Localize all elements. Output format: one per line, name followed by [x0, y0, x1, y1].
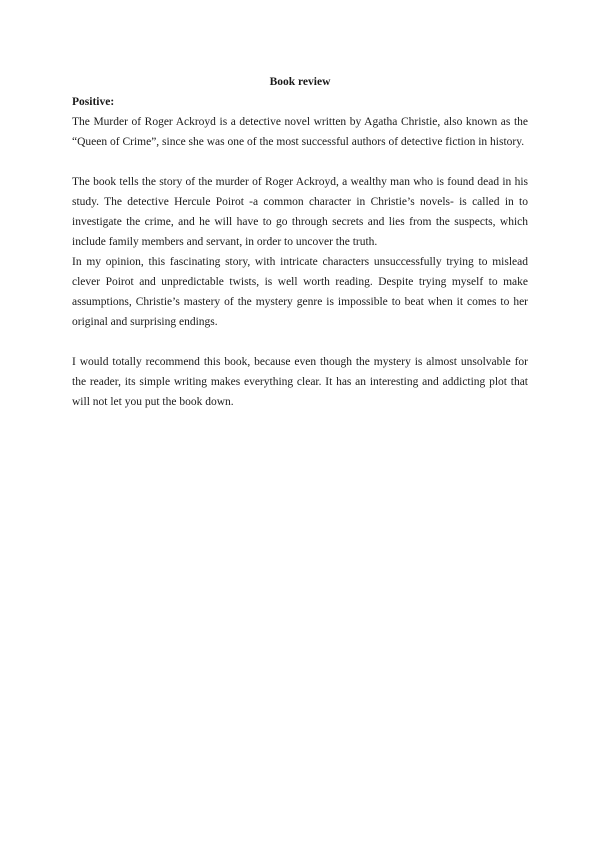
paragraph-plot: The book tells the story of the murder of Roger Ackroyd, a wealthy man who is found dead in his study. The detective Hercule Poirot -a common character in Christie’s novels- is called in to investigate the crime, and he will have to go through secrets and lies from the suspects, which include family members and servant, in order to uncover the truth.	[72, 176, 528, 248]
paragraph-gap	[72, 152, 528, 172]
paragraph-opinion: In my opinion, this fascinating story, with intricate characters unsuccessfully trying to mislead clever Poirot and unpredictable twists, is well worth reading. Despite trying myself to make assumptions, Christie’s mastery of the mystery genre is impossible to beat when it comes to her original and surprising endings.	[72, 256, 528, 328]
section-label: Positive:	[72, 96, 115, 108]
paragraph-intro: The Murder of Roger Ackroyd is a detective novel written by Agatha Christie, also known as the “Queen of Crime”, since she was one of the most successful authors of detective fiction in history.	[72, 116, 528, 148]
paragraph-recommendation: I would totally recommend this book, because even though the mystery is almost unsolvable for the reader, its simple writing makes everything clear. It has an interesting and addicting plot that will not let you put the book down.	[72, 356, 528, 408]
document-title: Book review	[269, 76, 331, 88]
document-page	[72, 72, 528, 412]
paragraph-gap	[72, 332, 528, 352]
